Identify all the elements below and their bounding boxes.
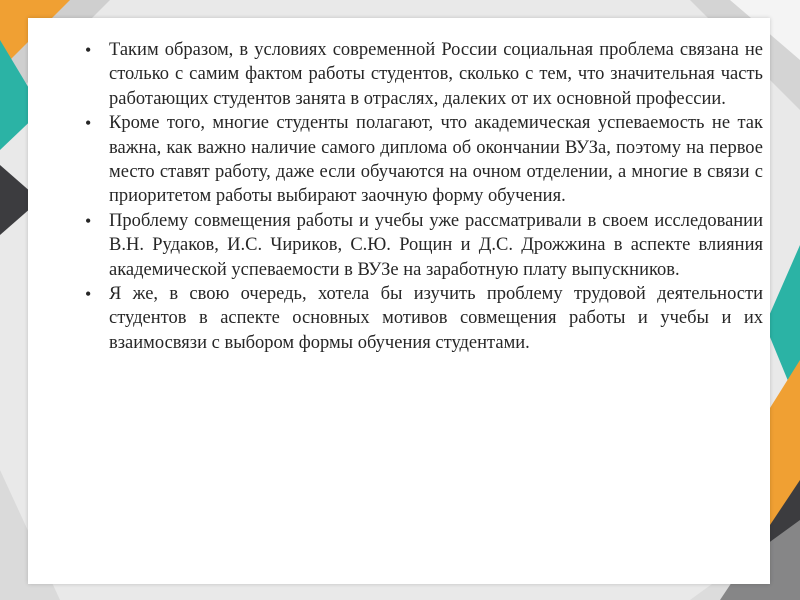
bullet-item <box>83 38 763 111</box>
content-card <box>28 18 770 584</box>
bullet-text: Я же, в свою очередь, хотела бы изучить проблему трудовой деятельности студентов в аспекте основных мотивов совмещения работы и учебы и их взаимосвязи с выбором формы обучения студентами. <box>109 284 763 353</box>
bullet-text: Проблему совмещения работы и учебы уже рассматривали в своем исследовании В.Н. Рудаков, И.С. Чириков, С.Ю. Рощин и Д.С. Дрожжина в аспекте влияния академической успеваемости в ВУЗе на заработную плату выпускников. <box>109 210 763 280</box>
bullet-text: Таким образом, в условиях современной России социальная проблема связана не столько с самим фактом работы студентов, сколько с тем, что значительная часть работающих студентов занята в отраслях, далеких от их основной профессии. <box>109 40 763 109</box>
bullet-list <box>83 38 763 355</box>
bullet-text: Кроме того, многие студенты полагают, что академическая успеваемость не так важна, как важно наличие самого диплома об окончании ВУЗа, поэтому на первое место ставят работу, даже если обучаются на очном отделении, а многие в связи с приоритетом работы выбирают заочную форму обучения. <box>109 113 763 207</box>
bullet-item <box>83 111 763 209</box>
bullet-item <box>83 209 763 282</box>
bullet-dot-icon: • <box>85 210 92 231</box>
bullet-dot-icon: • <box>85 113 92 134</box>
bullet-dot-icon: • <box>85 40 92 60</box>
bullet-item <box>83 282 763 355</box>
bullet-dot-icon: • <box>85 284 92 305</box>
